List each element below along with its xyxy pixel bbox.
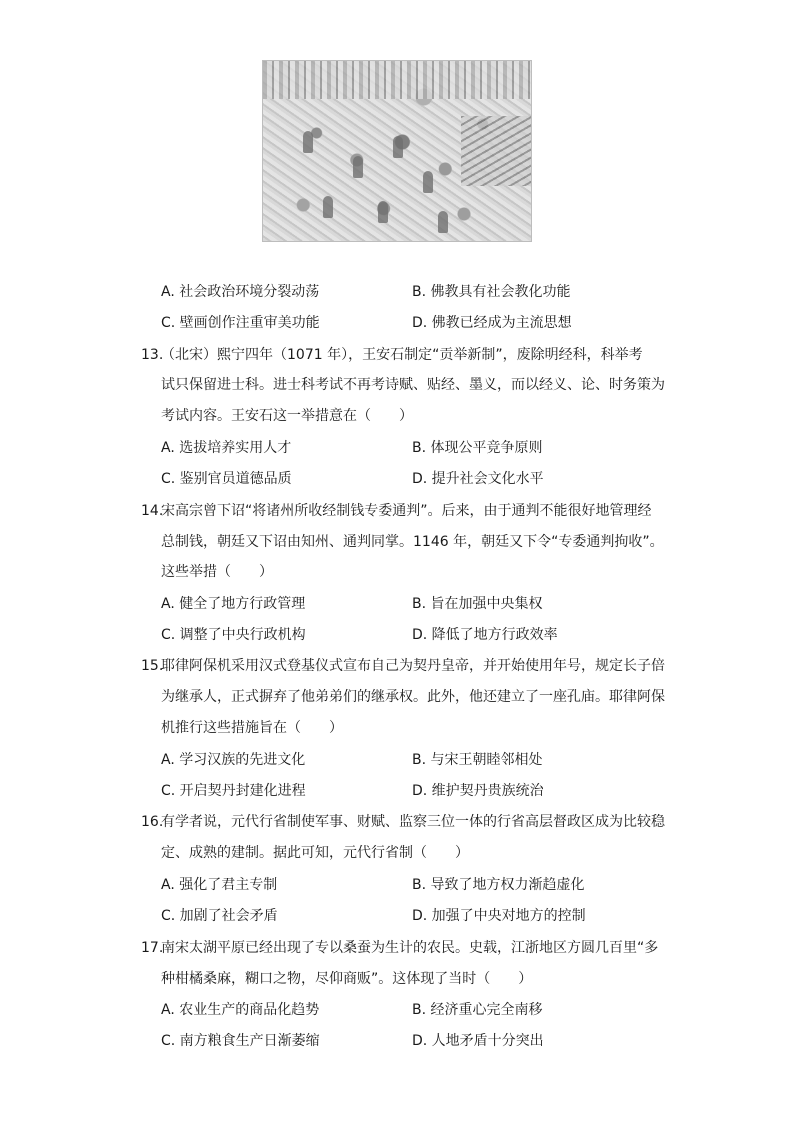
mural-figure	[303, 131, 313, 153]
question-number: 15.	[141, 658, 164, 674]
option-d: D. 佛教已经成为主流思想	[412, 315, 572, 331]
option-d: D. 提升社会文化水平	[412, 471, 544, 487]
option-c: C. 调整了中央行政机构	[161, 627, 306, 643]
question-text-line: 试只保留进士科。进士科考试不再考诗赋、贴经、墨义，而以经义、论、时务策为	[161, 377, 665, 393]
question-text-line: 为继承人，正式摒弃了他弟弟们的继承权。此外，他还建立了一座孔庙。耶律阿保	[161, 689, 665, 705]
option-c: C. 鉴别官员道德品质	[161, 471, 292, 487]
mural-figure	[378, 201, 388, 223]
question-text-line: （北宋）熙宁四年（1071 年），王安石制定“贡举新制”，废除明经科，科举考	[161, 347, 643, 363]
question-text-line: 定、成熟的建制。据此可知，元代行省制（ ）	[161, 845, 469, 861]
mural-figure	[423, 171, 433, 193]
option-a: A. 学习汉族的先进文化	[161, 752, 306, 768]
option-a: A. 健全了地方行政管理	[161, 596, 306, 612]
option-a: A. 强化了君主专制	[161, 877, 278, 893]
question-number: 14.	[141, 503, 164, 519]
option-d: D. 降低了地方行政效率	[412, 627, 558, 643]
mural-figure	[393, 136, 403, 158]
question-text-line: 南宋太湖平原已经出现了专以桑蚕为生计的农民。史载，江浙地区方圆几百里“多	[161, 940, 659, 956]
option-c: C. 壁画创作注重审美功能	[161, 315, 320, 331]
mural-ornament-band	[263, 61, 531, 99]
option-c: C. 加剧了社会矛盾	[161, 908, 278, 924]
mural-image	[262, 60, 532, 242]
option-c: C. 南方粮食生产日渐萎缩	[161, 1033, 320, 1049]
option-c: C. 开启契丹封建化进程	[161, 783, 306, 799]
question-text-line: 宋高宗曾下诏“将诸州所收经制钱专委通判”。后来，由于通判不能很好地管理经	[161, 503, 652, 519]
option-d: D. 人地矛盾十分突出	[412, 1033, 544, 1049]
question-text-line: 考试内容。王安石这一举措意在（ ）	[161, 408, 413, 424]
option-b: B. 体现公平竞争原则	[412, 440, 543, 456]
option-b: B. 经济重心完全南移	[412, 1002, 543, 1018]
question-number: 16.	[141, 814, 164, 830]
option-b: B. 佛教具有社会教化功能	[412, 284, 571, 300]
question-text-line: 种柑橘桑麻，糊口之物，尽仰商贩”。这体现了当时（ ）	[161, 971, 533, 987]
mural-figure	[438, 211, 448, 233]
question-text-line: 耶律阿保机采用汉式登基仪式宣布自己为契丹皇帝，并开始使用年号，规定长子倍	[161, 658, 665, 674]
option-d: D. 维护契丹贵族统治	[412, 783, 544, 799]
option-a: A. 选拔培养实用人才	[161, 440, 292, 456]
question-text-line: 有学者说，元代行省制使军事、财赋、监察三位一体的行省高层督政区成为比较稳	[161, 814, 665, 830]
option-a: A. 农业生产的商品化趋势	[161, 1002, 320, 1018]
question-text-line: 总制钱，朝廷又下诏由知州、通判同掌。1146 年，朝廷又下令“专委通判拘收”。	[161, 534, 664, 550]
question-number: 13.	[141, 347, 164, 363]
mural-figure	[323, 196, 333, 218]
option-b: B. 与宋王朝睦邻相处	[412, 752, 543, 768]
option-a: A. 社会政治环境分裂动荡	[161, 284, 320, 300]
option-d: D. 加强了中央对地方的控制	[412, 908, 586, 924]
option-b: B. 旨在加强中央集权	[412, 596, 543, 612]
question-text-line: 机推行这些措施旨在（ ）	[161, 720, 343, 736]
option-b: B. 导致了地方权力渐趋虚化	[412, 877, 585, 893]
question-number: 17.	[141, 940, 164, 956]
mural-figure	[353, 156, 363, 178]
question-text-line: 这些举措（ ）	[161, 564, 273, 580]
mural-architecture	[461, 116, 531, 186]
